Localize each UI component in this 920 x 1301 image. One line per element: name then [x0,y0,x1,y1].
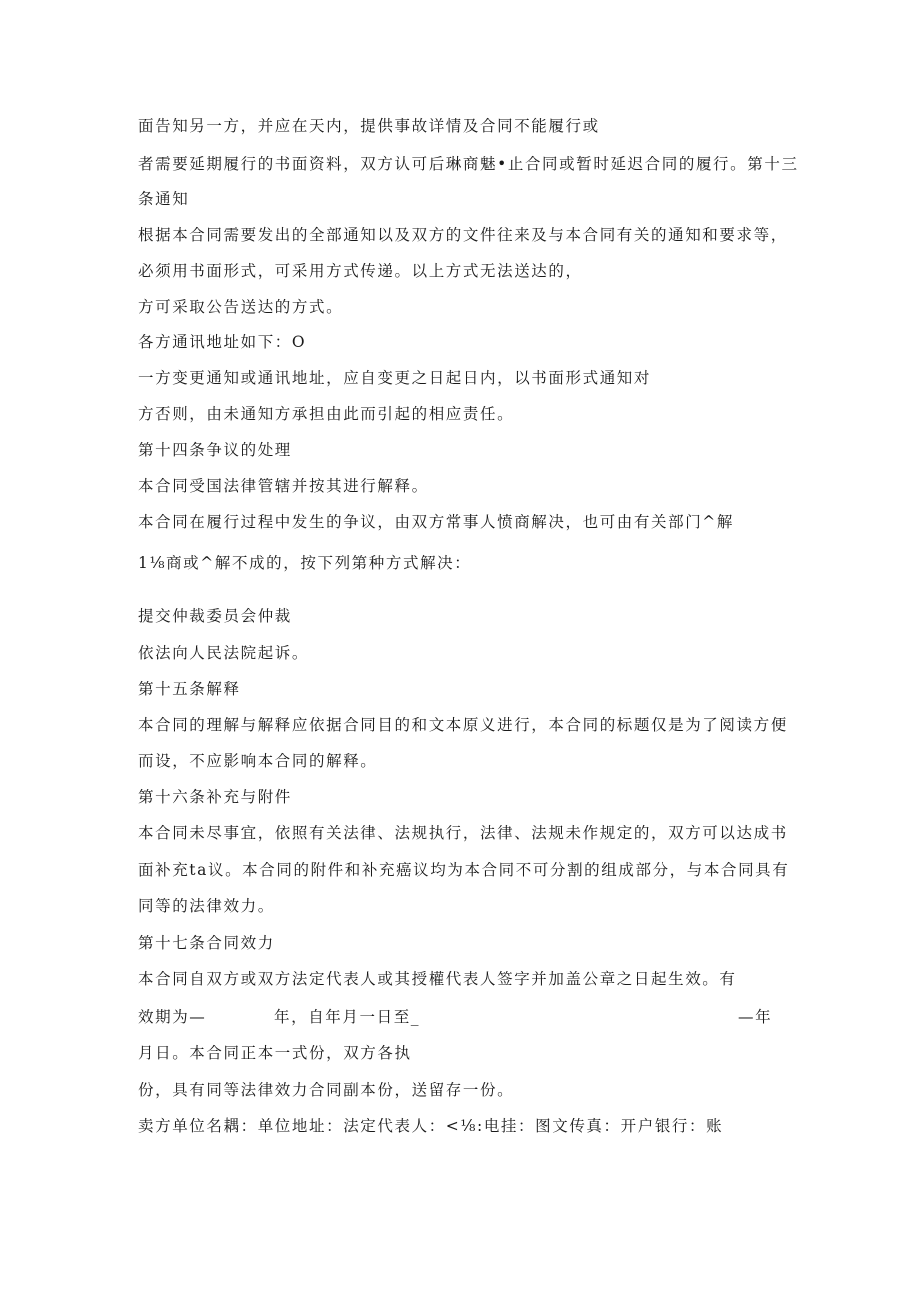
text-line: 根据本合同需要发出的全部通知以及双方的文件往来及与本合同有关的通知和要求等， [138,226,788,244]
validity-part-1: 效期为— [138,1008,207,1026]
text-line: 面补充ta议。本合同的附件和补充癌议均为本合同不可分割的组成部分，与本合同具有 [138,861,790,879]
text-line: 依法向人民法院起诉。 [138,644,310,662]
section-heading: 第十七条合同效力 [138,934,275,952]
text-line: 方可采取公告送达的方式。 [138,298,344,316]
text-line: 提交仲裁委员会仲裁 [138,607,292,625]
text-line: 本合同的理解与解释应依据合同目的和文本原义进行，本合同的标题仅是为了阅读方便 [138,716,788,734]
text-line: 本合同在履行过程中发生的争议，由双方常事人愤商解决，也可由有关部门^解 [138,513,734,531]
text-line: 卖方单位名耦：单位地址：法定代表人：<⅛:电挂：图文传真：开户银行：账 [138,1117,724,1135]
text-line: 一方变更通知或通讯地址，应自变更之日起日内，以书面形式通知对 [138,369,652,387]
text-line: 者需要延期履行的书面资料，双方认可后琳商魅•止合同或暂时延迟合同的履行。第十三 [138,155,799,173]
text-line: 份，具有同等法律效力合同副本份，送留存一份。 [138,1081,515,1099]
text-line: 1⅛商或^解不成的，按下列第种方式解决： [138,554,472,572]
text-line: 本合同自双方或双方法定代表人或其授權代表人签字并加盖公章之日起生效。有 [138,970,737,988]
text-line: 本合同受国法律管辖并按其进行解释。 [138,477,429,495]
section-heading: 第十五条解释 [138,680,241,698]
section-heading: 第十六条补充与附件 [138,788,292,806]
text-line: 必须用书面形式，可采用方式传递。以上方式无法送达的， [138,262,583,280]
text-line: 而设，不应影响本合同的解释。 [138,752,378,770]
section-heading: 第十四条争议的处理 [138,441,292,459]
text-line: 方否则，由未通知方承担由此而引起的相应责任。 [138,405,515,423]
text-line: 各方通讯地址如下：O [138,333,307,351]
text-line: 面告知另一方，并应在天内，提供事故详情及合同不能履行或 [138,117,600,135]
text-line: 同等的法律效力。 [138,897,275,915]
validity-part-3: —年 [738,1008,773,1026]
text-line: 条通知 [138,190,190,208]
validity-part-2: 年，自年月一日至_ [274,1008,421,1026]
text-line: 月日。本合同正本一式份，双方各执 [138,1044,412,1062]
text-line: 本合同未尽事宜，依照有关法律、法规执行，法律、法规未作规定的，双方可以达成书 [138,824,788,842]
